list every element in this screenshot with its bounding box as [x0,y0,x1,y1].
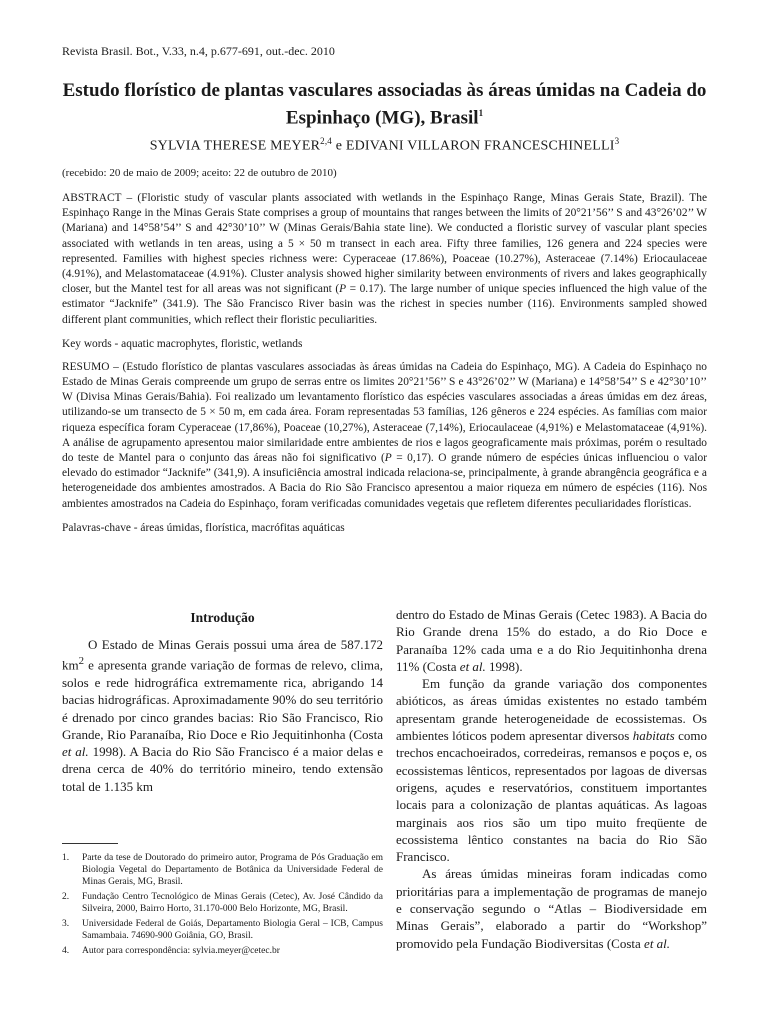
intro-p1-etal: et al. [62,744,89,760]
right-p2-a: Em função da grande variação dos componentes abióticos, as áreas úmidas existentes no estado também apresentam grande heterogeneidade de ecossistemas. Os ambientes lóticos podem apresentar diversos [396,676,707,744]
right-p1-etal: et al. [459,658,486,674]
right-p2-habitats: habitats [632,728,675,744]
received-dates: (recebido: 20 de maio de 2009; aceito: 22 de outubro de 2010) [62,166,337,179]
intro-paragraph-3 [396,865,707,951]
intro-p1-a: O Estado de Minas Gerais possui uma área de 587.172 km [62,637,383,673]
section-heading-introducao: Introdução [190,610,255,625]
palavras-chave: Palavras-chave - áreas úmidas, florística, macrófitas aquáticas [62,521,345,534]
author-2: EDIVANI VILLARON FRANCESCHINELLI [345,138,615,154]
intro-paragraph-continued [396,606,707,675]
footnote-divider [62,843,118,844]
author-connector: e [332,138,346,154]
abstract [62,191,707,328]
article-header [62,44,707,534]
footnote-number: 1. [62,853,70,863]
intro-p1-b: e apresenta grande variação de formas de relevo, clima, solos e rede hidrográfica extremamente rica, abrigando 14 bacias hidrográficas. Aproximadamente 90% do seu território é drenado por cinco grandes bacias: Rio São Francisco, Rio Grande, Rio Paranaíba, Rio Doce e Rio Jequitinhonha (Costa [62,657,383,742]
title-footnote-mark: 1 [478,108,484,118]
keywords: Key words - aquatic macrophytes, floristic, wetlands [62,337,303,350]
right-p3-etal: et al. [644,935,671,951]
resumo-part-1: RESUMO – (Estudo florístico de plantas vasculares associadas às áreas úmidas na Cadeia do Espinhaço, MG). A Cadeia do Espinhaço no Estado de Minas Gerais compreende um grupo de serras entre os limites 20°21’56’’ S e 43°26’02’’ W (Mariana) e 14°58’54’’ S e 42°30’10’’ W (Divisa Minas Gerais/Bahia). Foi realizado um levantamento florístico das espécies vasculares associadas a áreas úmidas em dez áreas, utilizando-se um transecto de 5 × 50 m, em cada área. Foram representadas 53 famílias, 126 gêneros e 224 espécies. As famílias com maior riqueza específica foram Cyperaceae (17,86%), Poaceae (10,27%), Asteraceae (7,14%), Eriocaulaceae (4,91%) e Melastomataceae (4,91%). A análise de agrupamento apresentou maior similaridade entre ambientes de rios e lagos geograficamente mais próximas, porém o resultado do teste de Mantel para o conjunto das áreas não foi significativo ( [62,360,707,465]
footnote-4 [62,945,383,957]
right-p2-b: como trechos encachoeirados, corredeiras, remansos e poços e, os ecossistemas lênticos, representados por lagoas de diversas origens, açudes e reservatórios, constituem importantes locais para a colonização de plantas aquáticas. As lagoas marginais aos rios são um tipo muito freqüente de ecossistema lêntico constantes na bacia do Rio São Francisco. [396,728,707,865]
intro-paragraph-1 [62,636,383,795]
intro-p1-sup: 2 [78,655,85,668]
intro-paragraph-2 [396,675,707,865]
footnote-number: 2. [62,892,70,902]
left-column [62,606,383,960]
right-p1-b: 1998). [485,658,523,674]
footnote-2 [62,891,383,915]
footnote-text: Universidade Federal de Goiás, Departamento Biologia Geral – ICB, Campus Samambaia. 74690-900 Goiânia, GO, Brasil. [82,919,383,941]
author-1: SYLVIA THERESE MEYER [149,138,321,154]
journal-citation: Revista Brasil. Bot., V.33, n.4, p.677-691, out.-dec. 2010 [62,44,335,58]
author-2-sup: 3 [614,136,620,147]
footnote-3 [62,918,383,942]
footnote-number: 4. [62,946,70,956]
right-p1-a: dentro do Estado de Minas Gerais (Cetec 1983). A Bacia do Rio Grande drena 15% do estado, a do Rio Doce e Paranaíba 12% cada uma e a do Rio Jequitinhonha drena 11% (Costa [396,607,707,674]
footnote-number: 3. [62,919,70,929]
footnote-1 [62,852,383,888]
author-line [62,136,707,155]
footnote-text: Autor para correspondência: sylvia.meyer@cetec.br [82,946,280,956]
resumo [62,360,707,512]
intro-p1-c: 1998). A Bacia do Rio São Francisco é a maior delas e drena cerca de 40% do território mineiro, tendo extensão total de 1.135 km [62,744,383,794]
author-1-sup: 2,4 [320,136,333,147]
article-title [62,79,707,129]
footnote-text: Parte da tese de Doutorado do primeiro autor, Programa de Pós Graduação em Biologia Vegetal do Departamento de Botânica da Universidade Federal de Minas Gerais, MG, Brasil. [82,853,383,887]
abstract-part-2: = 0.17). The large number of unique species influenced the high value of the estimator “Jacknife” (341.9). The São Francisco River basin was the richest in species number (116). Environments sampled showed different plant communities, which reflect their floristic peculiarities. [62,283,707,326]
title-text: Estudo florístico de plantas vasculares associadas às áreas úmidas na Cadeia do Espinhaço (MG), Brasil [62,80,707,129]
resumo-part-2: = 0,17). O grande número de espécies únicas influenciou o valor elevado do estimador “Jacknife” (341,9). A insuficiência amostral indicada relaciona-se, principalmente, à grande abrangência geográfica e a heterogeneidade dos ambientes amostrados. A Bacia do Rio São Francisco apresentou a maior riqueza em número de espécies (116). Nos ambientes amostrados na Cadeia do Espinhaço, foram verificadas comunidades vegetais que refletem diferentes peculiaridades florísticas. [62,452,707,510]
right-column [396,606,707,952]
footnote-text: Fundação Centro Tecnológico de Minas Gerais (Cetec), Av. José Cândido da Silveira, 2000, Bairro Horto, 31.170-000 Belo Horizonte, MG, Brasil. [82,892,383,914]
abstract-part-1: ABSTRACT – (Floristic study of vascular plants associated with wetlands in the Espinhaço Range, Minas Gerais State, Brazil). The Espinhaço Range in the Minas Gerais State comprises a group of mountains that ranges between the limits of 20°21’56’’ S and 43°26’02’’ W (Mariana) and 14°58’54’’ S and 42°30’10’’ W (Minas Gerais/Bahia state line). We conducted a floristic survey of vascular plant species associated with wetlands in ten areas, using a 5 × 50 m transect in each area. Fifty three families, 126 genera and 224 species were represented. Families with highest species richness were: Cyperaceae (17.86%), Poaceae (10.27%), Asteraceae (7.14%) Eriocaulaceae (4.91%), and Melastomataceae (4.91%). Cluster analysis showed higher similarity between environments of rivers and lakes geographically closer, but the Mantel test for all areas was not significant ( [62,191,707,296]
abstract-p-symbol: P [339,283,347,296]
right-p3-a: As áreas úmidas mineiras foram indicadas como prioritárias para a implementação de programas de manejo e conservação segundo o “Atlas – Biodiversidade em Minas Gerais”, elaborado a partir do “Workshop” promovido pela Fundação Biodiversitas (Costa [396,866,707,951]
resumo-p-symbol: P [384,452,392,465]
body-columns [62,606,707,1016]
